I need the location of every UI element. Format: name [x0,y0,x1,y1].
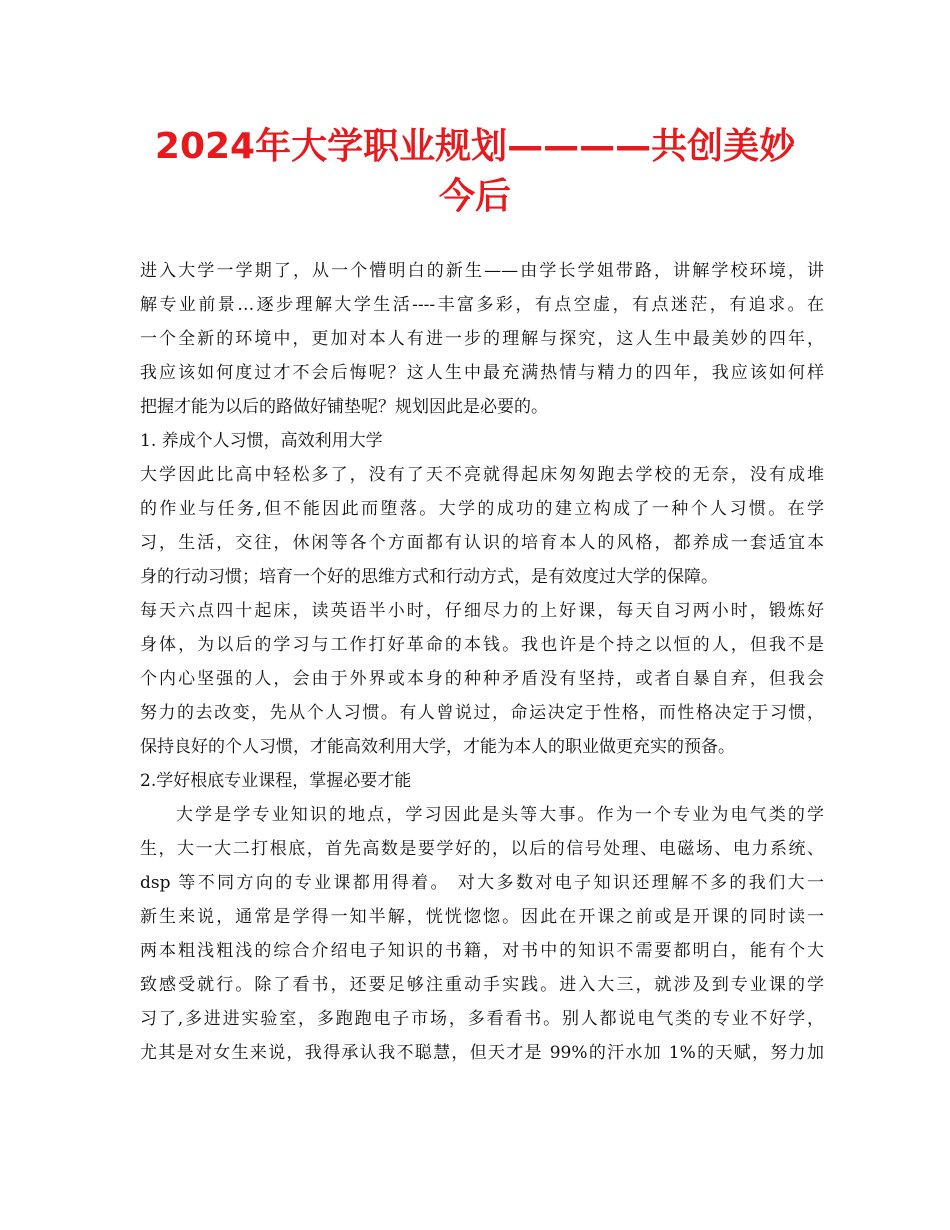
body-line: 习，生活，交往，休闲等各个方面都有认识的培育本人的风格，都养成一套适宜本 [140,533,824,553]
body-line: 一个全新的环境中，更加对本人有进一步的理解与探究，这人生中最美妙的四年， [140,329,824,349]
document-title [100,122,850,222]
body-line: 的作业与任务,但不能因此而堕落。大学的成功的建立构成了一种个人习惯。在学 [140,499,824,519]
body-line: 习了,多进进实验室，多跑跑电子市场，多看看书。别人都说电气类的专业不好学， [140,1009,824,1029]
body-line: 个内心坚强的人，会由于外界或本身的种种矛盾没有坚持，或者自暴自弃，但我会 [140,669,824,689]
section-heading: 2.学好根底专业课程，掌握必要才能 [140,771,412,791]
section-heading: 1. 养成个人习惯，高效利用大学 [140,431,383,451]
body-line: 两本粗浅粗浅的综合介绍电子知识的书籍，对书中的知识不需要都明白，能有个大 [140,941,824,961]
body-line: 解专业前景…逐步理解大学生活----丰富多彩，有点空虚，有点迷茫，有追求。在 [140,295,824,315]
body-line: 保持良好的个人习惯，才能高效利用大学，才能为本人的职业做更充实的预备。 [140,737,735,757]
title-line-2: 今后 [438,176,511,217]
body-line: 大学是学专业知识的地点，学习因此是头等大事。作为一个专业为电气类的学 [176,805,824,825]
body-line: dsp 等不同方向的专业课都用得着。 对大多数对电子知识还理解不多的我们大一 [140,873,824,893]
body-line: 努力的去改变，先从个人习惯。有人曾说过，命运决定于性格，而性格决定于习惯， [140,703,824,723]
body-line: 身体，为以后的学习与工作打好革命的本钱。我也许是个持之以恒的人，但我不是 [140,635,824,655]
title-line-1: 2024年大学职业规划————共创美妙 [154,126,796,167]
body-line: 新生来说，通常是学得一知半解，恍恍惚惚。因此在开课之前或是开课的同时读一 [140,907,824,927]
body-line: 身的行动习惯；培育一个好的思维方式和行动方式，是有效度过大学的保障。 [140,567,718,587]
body-line: 尤其是对女生来说，我得承认我不聪慧，但天才是 99%的汗水加 1%的天赋，努力加 [140,1043,824,1063]
body-line: 生，大一大二打根底，首先高数是要学好的，以后的信号处理、电磁场、电力系统、 [140,839,824,859]
body-line: 每天六点四十起床，读英语半小时，仔细尽力的上好课，每天自习两小时，锻炼好 [140,601,824,621]
body-line: 大学因此比高中轻松多了，没有了天不亮就得起床匆匆跑去学校的无奈，没有成堆 [140,465,824,485]
document-body [140,254,824,1070]
body-line: 进入大学一学期了，从一个懵明白的新生——由学长学姐带路，讲解学校环境，讲 [140,261,824,281]
body-line: 致感受就行。除了看书，还要足够注重动手实践。进入大三，就涉及到专业课的学 [140,975,824,995]
body-line: 我应该如何度过才不会后悔呢？这人生中最充满热情与精力的四年，我应该如何样 [140,363,824,383]
body-line: 把握才能为以后的路做好铺垫呢？规划因此是必要的。 [140,397,548,417]
